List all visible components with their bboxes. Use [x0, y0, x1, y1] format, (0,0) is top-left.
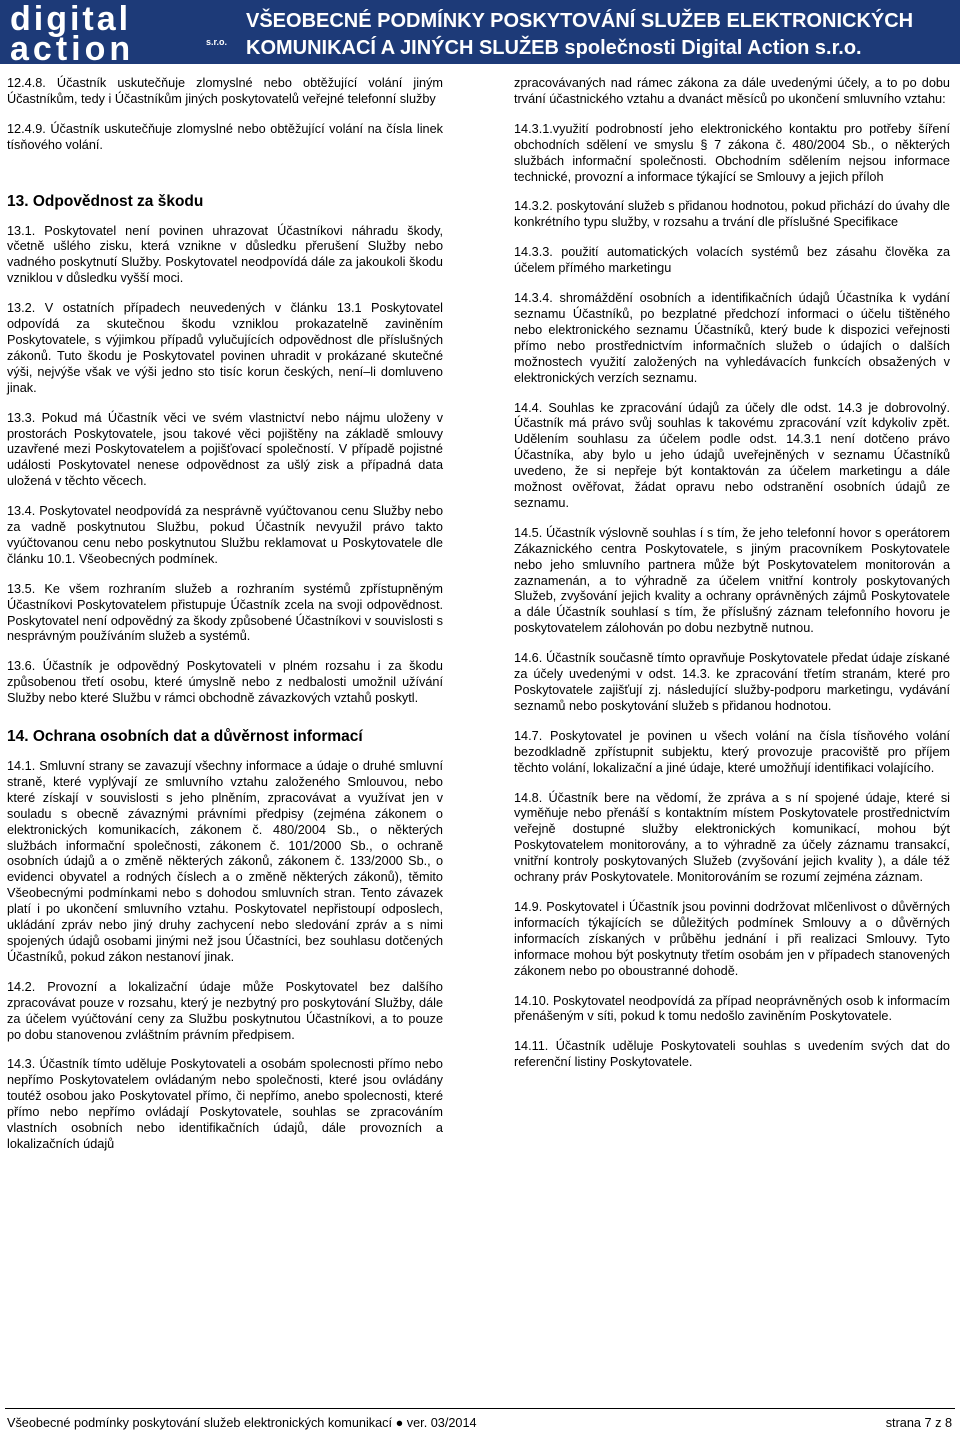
clause-14-3-3: 14.3.3. použití automatických volacích systémů bez zásahu člověka za účelem přímého marketingu [514, 245, 950, 276]
clause-12-4-9: 12.4.9. Účastník uskutečňuje zlomyslné nebo obtěžující volání na čísla linek tísňového volání. [7, 121, 443, 152]
logo-suffix: s.r.o. [206, 37, 228, 47]
clause-13-1: 13.1. Poskytovatel není povinen uhrazovat Účastníkovi náhradu škody, včetně ušlého zisku, která vznikne v důsledku přerušení Služby nebo vadného poskytnutí Služby. Poskytovatel neodpovídá dále za jakoukoli škodu vzniklou v důsledku vyšší moci. [7, 223, 443, 286]
clause-14-9: 14.9. Poskytovatel i Účastník jsou povinni dodržovat mlčenlivost o důvěrných informacích týkajících se důležitých podmínek Smlouvy a o důvěrných informacích získaných v průběhu jednání i při realizaci Smlouvy. Tyto informace mohou být poskytnuty třetím osobám jen v případech stanovených zákonem nebo po oboustranné dohodě. [514, 899, 950, 978]
title-line-2: KOMUNIKACÍ A JINÝCH SLUŽEB společnosti Digital Action s.r.o. [246, 37, 862, 59]
clause-14-3-4: 14.3.4. shromáždění osobních a identifikačních údajů Účastníka k vydání seznamu Účastníků, po bezplatné předchozí informaci o účelu tištěného nebo elektronického seznamu Účastníků, který bude k dispozici veřejnosti přímo nebo prostřednictvím informačních služeb o údajích o dalších možnostech využití založených na vyhledávacích funkcích obsažených v elektronických verzích seznamu. [514, 291, 950, 385]
clause-14-3-2: 14.3.2. poskytování služeb s přidanou hodnotou, pokud přichází do úvahy dle konkrétního typu služby, v rozsahu a trvání dle příslušné Specifikace [514, 199, 950, 230]
clause-13-6: 13.6. Účastník je odpovědný Poskytovateli v plném rozsahu i za škodu způsobenou třetí osobu, které úmyslně nebo z nedbalosti umožnil užívání Služby nebo které Službu v rámci obchodně závazkových vztahů poskytl. [7, 659, 443, 706]
clause-14-2: 14.2. Provozní a lokalizační údaje může Poskytovatel bez dalšího zpracovávat pouze v rozsahu, který je nezbytný pro poskytování Služby, dále za účelem vyúčtování ceny za Službu poskytnutou Účastníkovi, a to pouze po dobu stanovenou zvláštním právním předpisem. [7, 979, 443, 1042]
page-footer [0, 1402, 960, 1435]
page-header [0, 0, 960, 68]
section-14-heading: 14. Ochrana osobních dat a důvěrnost informací [7, 728, 363, 746]
clause-14-5: 14.5. Účastník výslovně souhlas í s tím, že jeho telefonní hovor s operátorem Zákaznického centra Poskytovatele, s jiným pracovníkem Poskytovatele nebo jeho smluvního partnera může být Poskytovatelem monitorován a zaznamenán, a to výhradně za účelem vnitřní kontroly poskytovaných Služeb, zvyšování jejich kvality a ochrany oprávněných zájmů Poskytovatele a dále Účastník souhlasí s tím, že příslušný záznam telefonního hovoru je poskytovatelem zálohován po dobu nezbytně nutnou. [514, 525, 950, 636]
clause-14-3-1: 14.3.1.využití podrobností jeho elektronického kontaktu pro potřeby šíření obchodních sdělení ve smyslu § 7 zákona č. 480/2004 Sb., o některých službách informační společnosti. Obchodním sdělením nejsou informace technické, provozní a informace týkající se Smlouvy a jejich příloh [514, 121, 950, 184]
clause-13-3: 13.3. Pokud má Účastník věci ve svém vlastnictví nebo nájmu uloženy v prostorách Poskytovatele, jsou takové věci pojištěny na základě smlouvy uzavřené mezi Poskytovatelem a pojišťovací společností. V případě pojistné události Poskytovatel nenese odpovědnost za ušlý zisk a případná data uložená v těchto věcech. [7, 410, 443, 489]
section-13-heading: 13. Odpovědnost za škodu [7, 192, 204, 210]
clause-13-2: 13.2. V ostatních případech neuvedených v článku 13.1 Poskytovatel odpovídá za skutečnou škodu vzniklou prokazatelně zaviněním Poskytovatele, s výjimkou případů vylučujících odpovědnost dle příslušných zákonů. Tuto škodu je Poskytovatel povinen uhradit v prokázané skutečné výši, nejvýše však ve výši jedno sto tisíc korun českých, není–li domluveno jinak. [7, 301, 443, 395]
left-column [7, 76, 443, 1167]
digital-action-logo [10, 0, 228, 68]
clause-14-6: 14.6. Účastník současně tímto opravňuje Poskytovatele předat údaje získané za účely uvedenými v odst. 14.3. ke zpracování třetím stranám, které pro Poskytovatele zajišťují zj. následující služby-podporu marketingu, vydávání seznamů nebo poskytování služeb s přidanou hodnotou. [514, 651, 950, 713]
clause-13-5: 13.5. Ke všem rozhraním služeb a rozhraním systémů zpřístupněným Účastníkovi Poskytovatelem přistupuje Účastník zcela na svoji odpovědnost. Poskytovatel není odpovědný za škody způsobené Účastníkovi v souvislosti s nesprávným používáním služeb a systémů. [7, 581, 443, 644]
clause-14-1: 14.1. Smluvní strany se zavazují všechny informace a údaje o druhé smluvní straně, které vyplývají ze smluvního vztahu založeného Smlouvou, nebo které získají v souvislosti s jeho plněním, zpracovávat a využívat jen v souladu s obecně závaznými právními předpisy (zejména zákonem o elektronických komunikacích, zákonem č. 480/2004 Sb., o některých službách informační společnosti, zákonem č. 101/2000 Sb., o ochraně osobních údajů a o změně některých zákonů, zákonem č. 133/2000 Sb., o evidenci obyvatel a rodných číslech a o změně některých zákonů), těmito Všeobecnými podmínkami nebo s dohodou smluvních stran. Tento závazek platí i po ukončení smluvního vztahu. Poskytovatel nepřistoupí odposlech, ukládání zpráv nebo jiný druhy zachycení nebo sledování zpráv a s nimi spojených údajů osobami jinými než jsou Účastníci, bez souhlasu dotčených Účastníků, pokud zákon nestanoví jinak. [7, 759, 443, 964]
clause-14-4: 14.4. Souhlas ke zpracování údajů za účely dle odst. 14.3 je dobrovolný. Účastník má právo svůj souhlas k takovému zpracování vzít kdykoliv zpět. Udělením souhlasu za účelem podle odst. 14.3.1 není dotčeno právo Účastníka, aby bylo u jeho údajů uveřejněných v seznamu Účastníků uvedeno, že si nepřeje být kontaktován za účelem marketingu a dále možnost ověřovat, žádat opravu nebo odstranění osobních údajů ze seznamu. [514, 400, 950, 510]
footer-document-name: Všeobecné podmínky poskytování služeb elektronických komunikací ● ver. 03/2014 [7, 1416, 477, 1430]
clause-14-7: 14.7. Poskytovatel je povinen u všech volání na čísla tísňového volání bezodkladně zpřístupnit subjektu, který provozuje pracoviště pro příjem těchto volání, lokalizační a jiné údaje, které umožňují identifikaci volajícího. [514, 728, 950, 775]
page-number: strana 7 z 8 [885, 1416, 952, 1430]
clause-14-3-continued: zpracovávaných nad rámec zákona za dále uvedenými účely, a to po dobu trvání účastnického vztahu a dvanáct měsíců po ukončení smluvního vztahu: [514, 76, 950, 106]
document-title [246, 8, 956, 62]
clause-14-3: 14.3. Účastník tímto uděluje Poskytovateli a osobám spolecnosti přímo nebo nepřímo Poskytovatelem ovládaným nebo společnosti, které jsou ovládány toutéž osobou jako Poskytovatel přímo, či nepřímo, anebo spolecnosti, které přímo nebo nepřímo ovládají Poskytovatele, souhlas se zpracováním vlastních osobních nebo identifikačních údajů, dále provozních a lokalizačních údajů [7, 1057, 443, 1151]
footer-divider [5, 1408, 955, 1409]
logo-word-digital: digital [10, 0, 132, 38]
title-line-1: VŠEOBECNÉ PODMÍNKY POSKYTOVÁNÍ SLUŽEB ELEKTRONICKÝCH [246, 10, 914, 32]
clause-14-10: 14.10. Poskytovatel neodpovídá za případ neoprávněných osob k informacím přenášeným v síti, pokud k tomu nedošlo zaviněním Poskytovatele. [514, 993, 950, 1024]
clause-13-4: 13.4. Poskytovatel neodpovídá za nesprávně vyúčtovanou cenu Služby nebo za vadně poskytnutou Službu, pokud Účastník nevyužil právo takto vyúčtovanou cenu nebo poskytnutou Službu reklamovat u Poskytovatele dle článku 10.1. Všeobecných podmínek. [7, 504, 443, 566]
logo-word-action: action [10, 30, 135, 68]
right-column [514, 76, 950, 1085]
clause-14-11: 14.11. Účastník uděluje Poskytovateli souhlas s uvedením svých dat do referenční listiny Poskytovatele. [514, 1039, 950, 1070]
clause-12-4-8: 12.4.8. Účastník uskutečňuje zlomyslné nebo obtěžující volání jiným Účastníkům, tedy i Účastníkům jiných poskytovatelů veřejné telefonní služby [7, 76, 443, 106]
clause-14-8: 14.8. Účastník bere na vědomí, že zpráva a s ní spojené údaje, které si vyměňuje nebo přenáší s kontaktním místem Poskytovatele prostřednictvím veřejně dostupné služby elektronických komunikací, mohou být Poskytovatelem monitorovány, a to výhradně za účely záznamu transakcí, vnitřní kontroly poskytovaných Služeb (zvyšování jejich kvality ), a dále též ochrany práv Poskytovatele. Monitorováním se rozumí zejména záznam. [514, 790, 950, 885]
